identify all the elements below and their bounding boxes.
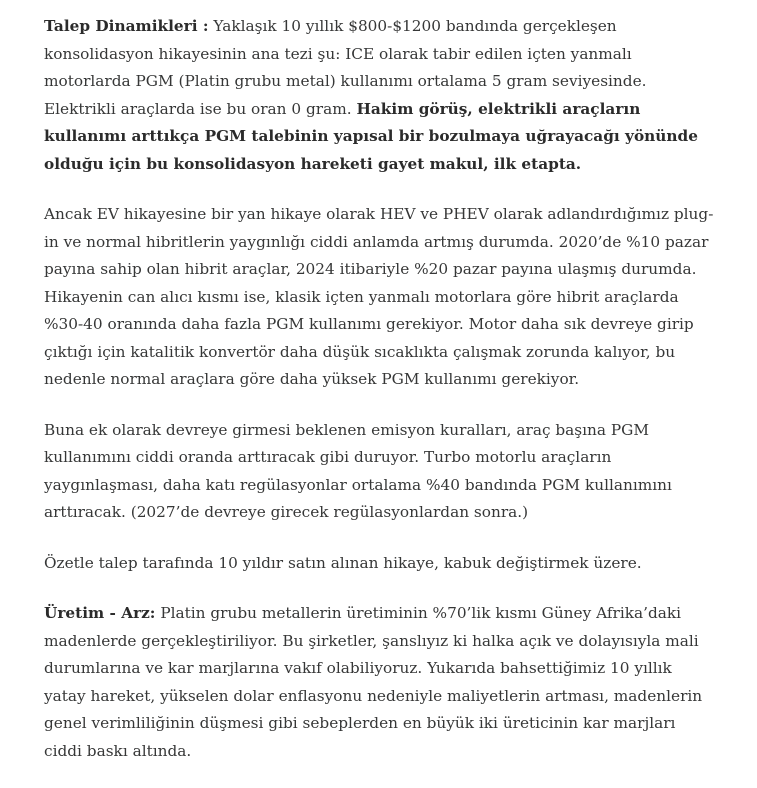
paragraph-text: Buna ek olarak devreye girmesi beklenen emisyon kuralları, araç başına PGM kullanımını ciddi oranda arttıracak gibi duruyor. Turbo motorlu araçların yaygınlaşması, daha katı regülasyonlar ortalama %40 bandında PGM kullanımını arttıracak. (2027’de devreye girecek regülasyonlardan sonra.) bbox=[44, 420, 672, 521]
paragraph-text: Yaklaşık 10 yıllık $800-$1200 bandında gerçekleşen konsolidasyon hikayesinin ana tezi şu: ICE olarak tabir edilen içten yanmalı motorlarda PGM (Platin grubu metal) kullanımı ortalama 5 gram seviyesinde. Elektrikli araçlarda ise bu oran 0 gram. bbox=[44, 17, 647, 118]
paragraph-hibrit bbox=[44, 201, 714, 394]
paragraph-ozet bbox=[44, 550, 714, 578]
section-lead-uretim: Üretim - Arz: bbox=[44, 604, 156, 622]
paragraph-talep-dinamikleri bbox=[44, 13, 714, 178]
emphasis-text: Hakim görüş, elektrikli araçların kullanımı arttıkça PGM talebinin yapısal bir bozulmaya uğrayacağı yönünde olduğu için bu konsolidasyon hareketi gayet makul, ilk etapta. bbox=[44, 99, 698, 173]
paragraph-text: Platin grubu metallerin üretiminin %70’lik kısmı Güney Afrika’daki madenlerde gerçekleştiriliyor. Bu şirketler, şanslıyız ki halka açık ve dolayısıyla mali durumlarına ve kar marjlarına vakıf olabiliyoruz. Yukarıda bahsettiğimiz 10 yıllık yatay hareket, yükselen dolar enflasyonu nedeniyle maliyetlerin artması, madenlerin genel verimliliğinin düşmesi gibi sebeplerden en büyük iki üreticinin kar marjları ciddi baskı altında. bbox=[44, 604, 703, 760]
paragraph-text: Özetle talep tarafında 10 yıldır satın alınan hikaye, kabuk değiştirmek üzere. bbox=[44, 553, 642, 572]
section-lead-talep: Talep Dinamikleri : bbox=[44, 17, 209, 35]
paragraph-uretim-arz bbox=[44, 600, 714, 765]
paragraph-text: Ancak EV hikayesine bir yan hikaye olarak HEV ve PHEV olarak adlandırdığımız plug-in ve normal hibritlerin yaygınlığı ciddi anlamda artmış durumda. 2020’de %10 pazar payına sahip olan hibrit araçlar, 2024 itibariyle %20 pazar payına ulaşmış durumda. Hikayenin can alıcı kısmı ise, klasik içten yanmalı motorlara göre hibrit araçlarda %30-40 oranında daha fazla PGM kullanımı gerekiyor. Motor daha sık devreye girip çıktığı için katalitik konvertör daha düşük sıcaklıkta çalışmak zorunda kalıyor, bu nedenle normal araçlara göre daha yüksek PGM kullanımı gerekiyor. bbox=[44, 205, 714, 388]
article-body bbox=[44, 13, 714, 788]
paragraph-emisyon bbox=[44, 417, 714, 527]
